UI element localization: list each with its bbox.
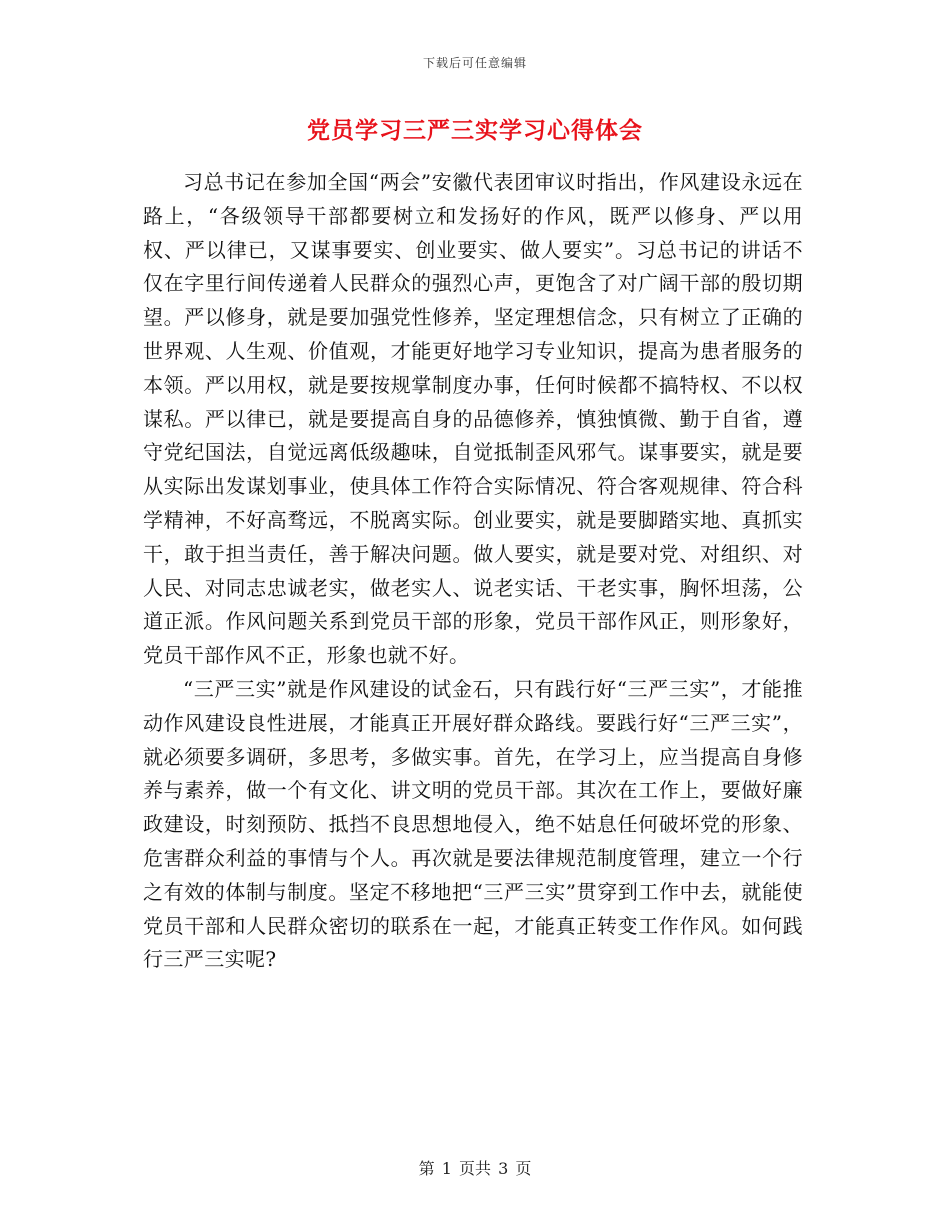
header-note: 下载后可任意编辑 <box>422 56 527 70</box>
page-number: 第 1 页共 3 页 <box>418 1159 532 1178</box>
document-title: 党员学习三严三实学习心得体会 <box>307 117 643 144</box>
document-body <box>143 166 803 977</box>
body-paragraph-2: “三严三实”就是作风建设的试金石，只有践行好“三严三实”，才能推动作风建设良性进展，才能真正开展好群众路线。要践行好“三严三实”，就必须要多调研，多思考，多做实事。首先，在学习上，应当提高自身修养与素养，做一个有文化、讲文明的党员干部。其次在工作上，要做好廉政建设，时刻预防、抵挡不良思想地侵入，绝不姑息任何破坏党的形象、危害群众利益的事情与个人。再次就是要法律规范制度管理，建立一个行之有效的体制与制度。坚定不移地把“三严三实”贯穿到工作中去，就能使党员干部和人民群众密切的联系在一起，才能真正转变工作作风。如何践行三严三实呢? <box>143 676 803 972</box>
body-paragraph-1: 习总书记在参加全国“两会”安徽代表团审议时指出，作风建设永远在路上，“各级领导干部都要树立和发扬好的作风，既严以修身、严以用权、严以律已，又谋事要实、创业要实、做人要实”。习总书记的讲话不仅在字里行间传递着人民群众的强烈心声，更饱含了对广阔干部的殷切期望。严以修身，就是要加强党性修养，坚定理想信念，只有树立了正确的世界观、人生观、价值观，才能更好地学习专业知识，提高为患者服务的本领。严以用权，就是要按规掌制度办事，任何时候都不搞特权、不以权谋私。严以律已，就是要提高自身的品德修养，慎独慎微、勤于自省，遵守党纪国法，自觉远离低级趣味，自觉抵制歪风邪气。谋事要实，就是要从实际出发谋划事业，使具体工作符合实际情况、符合客观规律、符合科学精神，不好高骛远，不脱离实际。创业要实，就是要脚踏实地、真抓实干，敢于担当责任，善于解决问题。做人要实，就是要对党、对组织、对人民、对同志忠诚老实，做老实人、说老实话、干老实事，胸怀坦荡，公道正派。作风问题关系到党员干部的形象，党员干部作风正，则形象好，党员干部作风不正，形象也就不好。 <box>143 170 803 668</box>
